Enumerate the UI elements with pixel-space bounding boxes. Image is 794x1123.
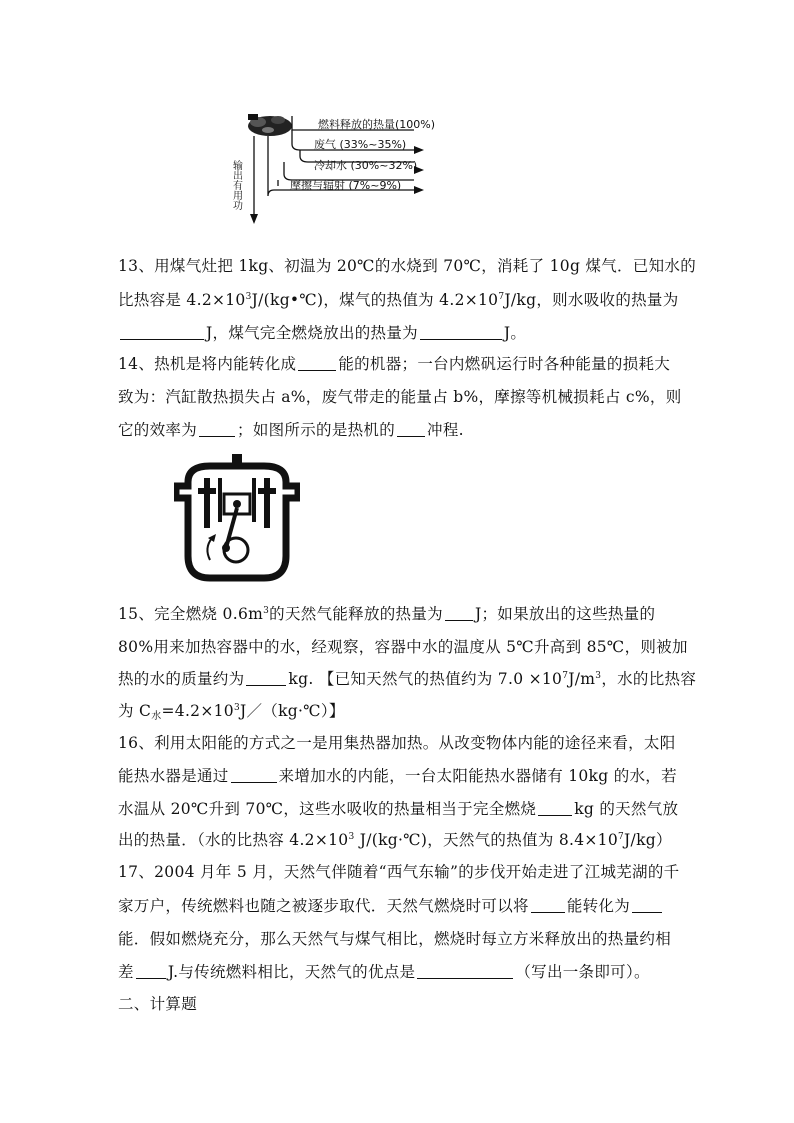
- q14-line1: 14、热机是将内能转化成 能的机器；一台内燃矾运行时各种能量的损耗大: [118, 355, 671, 373]
- q15-line2: 80%用来加热容器中的水，经观察，容器中水的温度从 5℃升高到 85℃，则被加: [118, 638, 688, 656]
- answer-blank[interactable]: [531, 897, 565, 913]
- q15-line4: 为 $C_水=4.2\times 10^3J/(kg\cdot℃)$】: [118, 702, 345, 722]
- q14-line2: 致为：汽缸散热损失占 a%，废气带走的能量占 b%，摩擦等机械损耗占 c%，则: [118, 388, 682, 406]
- answer-blank[interactable]: [246, 670, 286, 686]
- q16-line4: 出的热量．（水的比热容 $4.2\times 10^3$ J/(kg·℃)，天然气的热值为 $8.4\times 10^7J/kg$）: [118, 831, 672, 849]
- q15-line3: 热的水的质量约为 kg. 【已知天然气的热值约为 $7.0 \times 10^7J/m^3$，水的比热容: [118, 670, 697, 688]
- answer-blank[interactable]: [136, 963, 166, 979]
- q16-line2: 能热水器是通过 来增加水的内能，一台太阳能热水器储有 10kg 的水，若: [118, 767, 677, 785]
- q17-line4: 差 J.与传统燃料相比，天然气的优点是 （写出一条即可）。: [118, 963, 650, 981]
- q14-line3: 它的效率为 ；如图所示的是热机的 冲程.: [118, 421, 464, 439]
- q16-line1: 16、利用太阳能的方式之一是用集热器加热。从改变物体内能的途径来看，太阳: [118, 734, 676, 752]
- answer-blank[interactable]: [120, 324, 204, 340]
- answer-blank[interactable]: [445, 605, 473, 621]
- answer-blank[interactable]: [397, 421, 425, 437]
- label-exhaust: 废气 (33%~35%): [314, 138, 407, 151]
- label-friction: 摩擦与辐射 (7%~9%): [290, 179, 402, 192]
- label-total-heat: 燃料释放的热量(100%): [318, 118, 436, 131]
- answer-blank[interactable]: [538, 800, 572, 816]
- answer-blank[interactable]: [632, 897, 662, 913]
- label-output-work: 输出有用功: [230, 160, 242, 210]
- q15-line1: 15、完全燃烧 $0.6m^3$的天然气能释放的热量为 J；如果放出的这些热量的: [118, 605, 656, 623]
- answer-blank[interactable]: [231, 767, 277, 783]
- energy-flow-diagram: [218, 100, 446, 232]
- answer-blank[interactable]: [199, 421, 235, 437]
- section-title: 二、计算题: [118, 995, 198, 1013]
- engine-cylinder-diagram: [174, 452, 300, 586]
- answer-blank[interactable]: [417, 963, 513, 979]
- q17-line1: 17、2004 月年 5 月，天然气伴随着“西气东输”的步伐开始走进了江城芜湖的千: [118, 863, 680, 881]
- q16-line3: 水温从 20℃升到 70℃，这些水吸收的热量相当于完全燃烧 kg 的天然气放: [118, 800, 679, 818]
- q13-line3: J，煤气完全燃烧放出的热量为 J。: [118, 323, 526, 343]
- label-coolant: 冷却水 (30%~32%): [314, 159, 418, 172]
- answer-blank[interactable]: [420, 324, 502, 340]
- q13-line2: 比热容是 $4.2\times 10^3J/(kg•℃)$，煤气的热值为 $4.2\times 10^7J/kg$，则水吸收的热量为: [118, 291, 679, 309]
- q13-line1: 13、用煤气灶把 1kg、初温为 20℃的水烧到 70℃，消耗了 10g 煤气．已知水的: [118, 257, 697, 275]
- fuel-pile-icon: [248, 114, 292, 136]
- q17-line2: 家万户，传统燃料也随之被逐步取代．天然气燃烧时可以将 能转化为: [118, 896, 664, 916]
- answer-blank[interactable]: [298, 355, 336, 371]
- q17-line3: 能．假如燃烧充分，那么天然气与煤气相比，燃烧时每立方米释放出的热量约相: [118, 930, 672, 948]
